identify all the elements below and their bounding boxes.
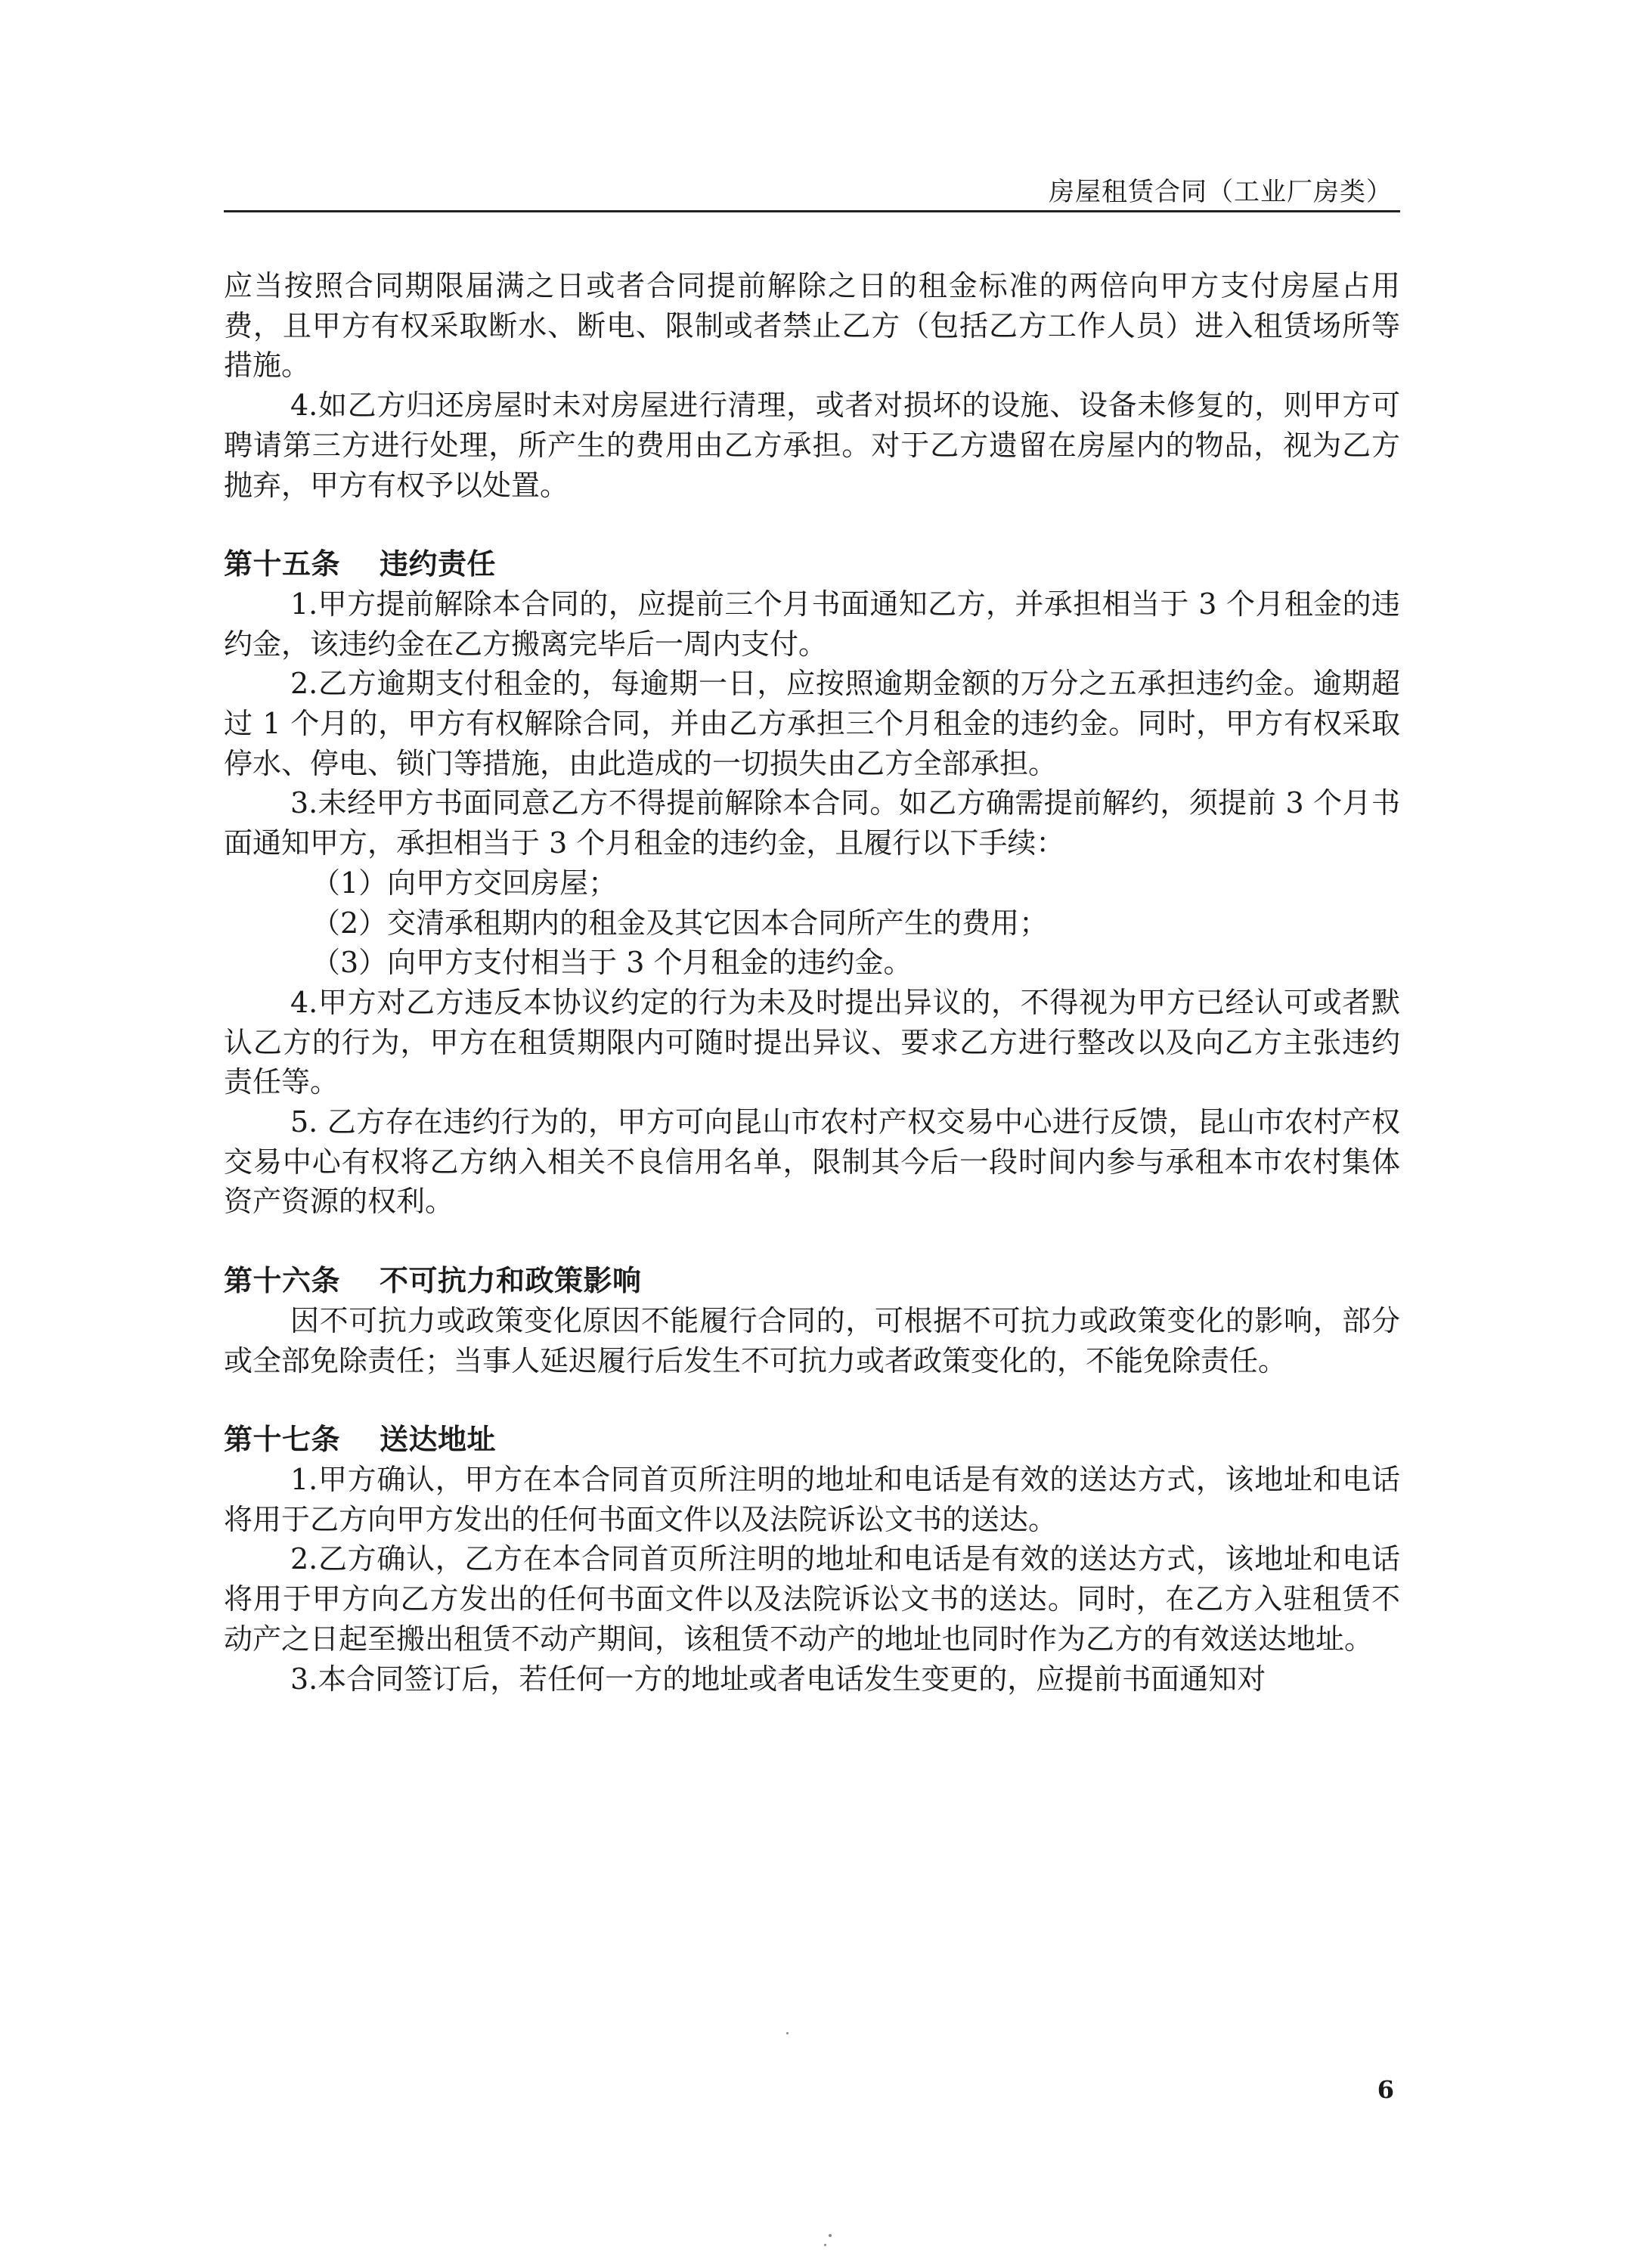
section-heading xyxy=(224,1420,1400,1460)
section-number: 第十五条 xyxy=(224,547,341,581)
paragraph: 5. 乙方存在违约行为的，甲方可向昆山市农村产权交易中心进行反馈，昆山市农村产权交易中心有权将乙方纳入相关不良信用名单，限制其今后一段时间内参与承租本市农村集体资产资源的权利。 xyxy=(224,1105,1400,1219)
section-number: 第十六条 xyxy=(224,1263,341,1298)
section-title: 不可抗力和政策影响 xyxy=(380,1263,642,1298)
section-heading xyxy=(224,544,1400,584)
running-header-title: 房屋租赁合同（工业厂房类） xyxy=(1049,177,1393,207)
document-body xyxy=(224,266,1400,1699)
list-item: （2）交清承租期内的租金及其它因本合同所产生的费用； xyxy=(311,906,1049,940)
scan-speck xyxy=(824,2244,826,2246)
list-item: （3）向甲方支付相当于 3 个月租金的违约金。 xyxy=(311,946,913,980)
section-heading xyxy=(224,1261,1400,1301)
section-title: 违约责任 xyxy=(380,547,497,581)
paragraph: 因不可抗力或政策变化原因不能履行合同的，可根据不可抗力或政策变化的影响，部分或全部免除责任；当事人延迟履行后发生不可抗力或者政策变化的，不能免除责任。 xyxy=(224,1303,1400,1377)
section-title: 送达地址 xyxy=(380,1422,497,1457)
paragraph: 应当按照合同期限届满之日或者合同提前解除之日的租金标准的两倍向甲方支付房屋占用费，且甲方有权采取断水、断电、限制或者禁止乙方（包括乙方工作人员）进入租赁场所等措施。 xyxy=(224,269,1400,383)
paragraph: 4.如乙方归还房屋时未对房屋进行清理，或者对损坏的设施、设备未修复的，则甲方可聘请第三方进行处理，所产生的费用由乙方承担。对于乙方遗留在房屋内的物品，视为乙方抛弃，甲方有权予以处置。 xyxy=(224,389,1400,502)
scan-speck xyxy=(786,2032,789,2034)
section-number: 第十七条 xyxy=(224,1422,341,1457)
page-number: 6 xyxy=(1377,2075,1394,2104)
scan-speck xyxy=(829,2234,832,2237)
paragraph: 2.乙方逾期支付租金的，每逾期一日，应按照逾期金额的万分之五承担违约金。逾期超过 1 个月的，甲方有权解除合同，并由乙方承担三个月租金的违约金。同时，甲方有权采取停水、停电、锁门等措施，由此造成的一切损失由乙方全部承担。 xyxy=(224,667,1400,780)
paragraph: 4.甲方对乙方违反本协议约定的行为未及时提出异议的，不得视为甲方已经认可或者默认乙方的行为，甲方在租赁期限内可随时提出异议、要求乙方进行整改以及向乙方主张违约责任等。 xyxy=(224,985,1400,1099)
list-item: （1）向甲方交回房屋； xyxy=(311,866,618,900)
paragraph: 1.甲方提前解除本合同的，应提前三个月书面通知乙方，并承担相当于 3 个月租金的违约金，该违约金在乙方搬离完毕后一周内支付。 xyxy=(224,587,1400,661)
paragraph: 1.甲方确认，甲方在本合同首页所注明的地址和电话是有效的送达方式，该地址和电话将用于乙方向甲方发出的任何书面文件以及法院诉讼文书的送达。 xyxy=(224,1462,1400,1536)
paragraph: 3.本合同签订后，若任何一方的地址或者电话发生变更的，应提前书面通知对 xyxy=(290,1662,1266,1696)
header-divider xyxy=(224,210,1400,212)
paragraph: 2.乙方确认，乙方在本合同首页所注明的地址和电话是有效的送达方式，该地址和电话将用于甲方向乙方发出的任何书面文件以及法院诉讼文书的送达。同时，在乙方入驻租赁不动产之日起至搬出租赁不动产期间，该租赁不动产的地址也同时作为乙方的有效送达地址。 xyxy=(224,1542,1400,1656)
paragraph: 3.未经甲方书面同意乙方不得提前解除本合同。如乙方确需提前解约，须提前 3 个月书面通知甲方，承担相当于 3 个月租金的违约金，且履行以下手续： xyxy=(224,786,1400,860)
